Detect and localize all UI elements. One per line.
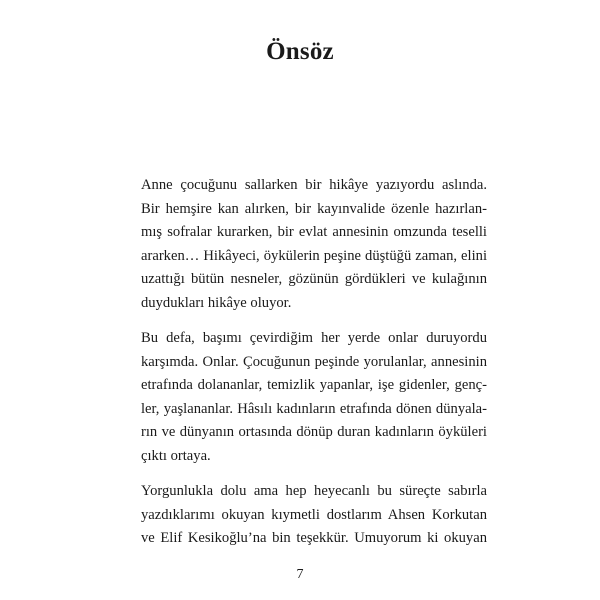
paragraph-2 — [115, 327, 487, 468]
paragraph-line: mış sofralar kurarken, bir evlat annesinin omzunda teselli — [141, 224, 487, 240]
preface-body — [115, 174, 487, 563]
paragraph-line: Bir hemşire kan alırken, bir kayınvalide özenle hazırlan- — [141, 200, 487, 217]
paragraph-line: ler, yaşlananlar. Hâsılı kadınların etrafında dönen dünyala- — [141, 400, 487, 417]
paragraph-line: karşımda. Onlar. Çocuğunun peşinde yorulanlar, annesinin — [141, 353, 487, 370]
paragraph-1 — [115, 174, 487, 315]
paragraph-line: ararken… Hikâyeci, öykülerin peşine düştüğü zaman, elini — [141, 247, 487, 264]
page-title: Önsöz — [266, 38, 334, 65]
paragraph-line: duydukları hikâye oluyor. — [141, 294, 292, 311]
paragraph-line: uzattığı bütün nesneler, gözünün gördükleri ve kulağının — [141, 271, 487, 287]
paragraph-line: Yorgunlukla dolu ama hep heyecanlı bu süreçte sabırla — [141, 483, 487, 499]
paragraph-line: yazdıklarımı okuyan kıymetli dostlarım Ahsen Korkutan — [141, 506, 487, 523]
paragraph-line: çıktı ortaya. — [141, 447, 211, 464]
paragraph-line: etrafında dolananlar, temizlik yapanlar, işe gidenler, genç- — [141, 377, 487, 393]
paragraph-line: ve Elif Kesikoğlu’na bin teşekkür. Umuyorum ki okuyan — [141, 530, 487, 546]
paragraph-line: rın ve dünyanın ortasında dönüp duran kadınların öyküleri — [141, 424, 487, 440]
page-number: 7 — [296, 567, 304, 582]
paragraph-3 — [115, 480, 487, 551]
paragraph-line: Anne çocuğunu sallarken bir hikâye yazıyordu aslında. — [141, 177, 487, 193]
paragraph-line: Bu defa, başımı çevirdiğim her yerde onlar duruyordu — [141, 330, 487, 346]
